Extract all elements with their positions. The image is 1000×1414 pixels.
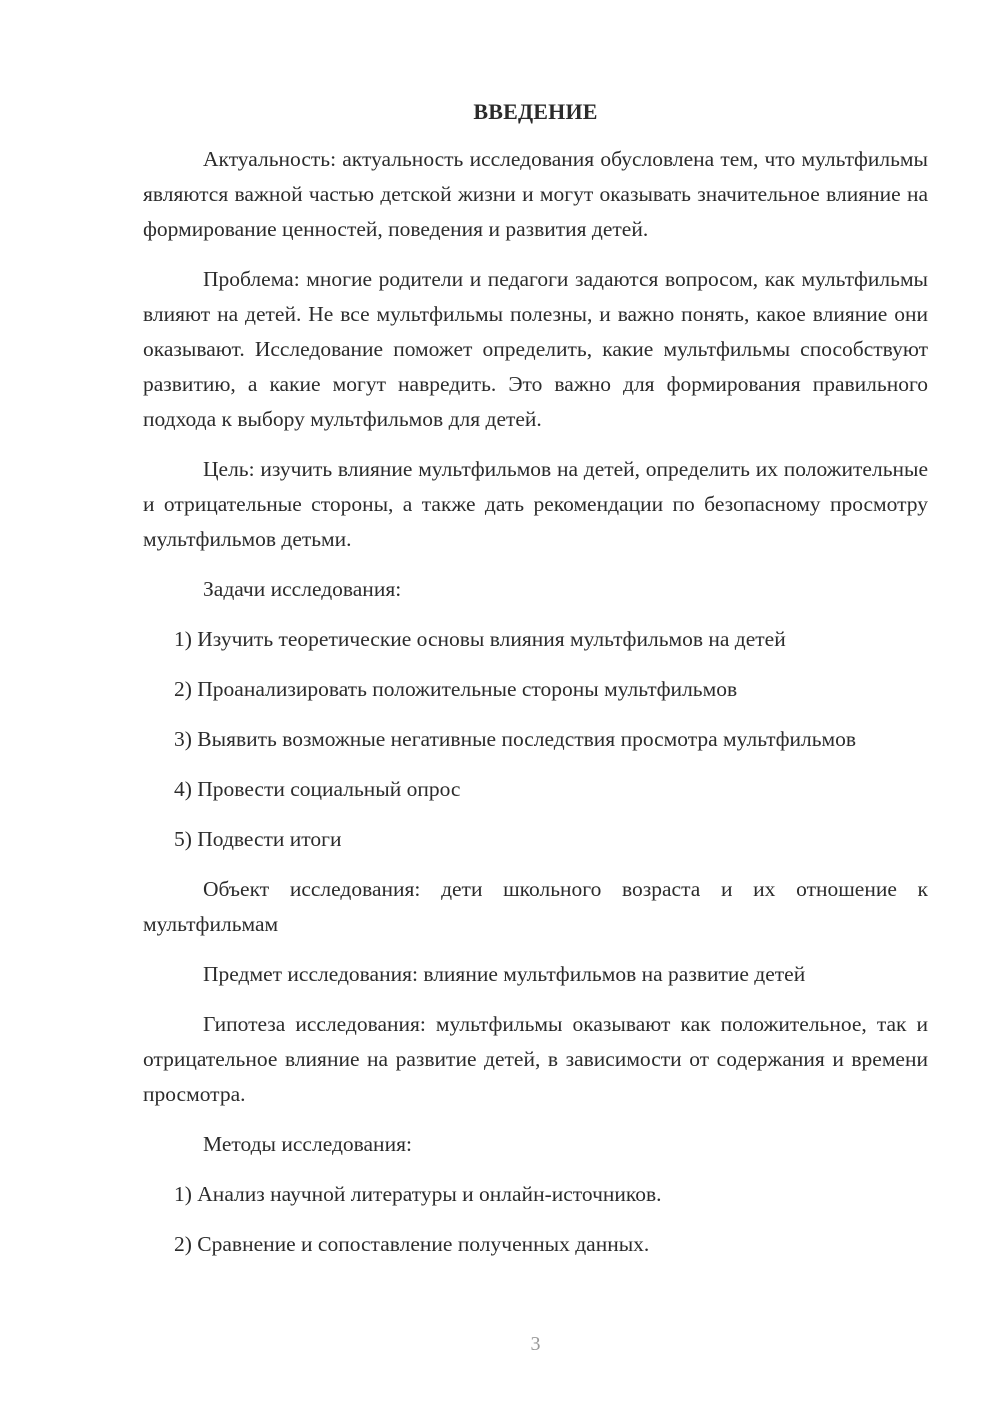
paragraph-methods-heading: Методы исследования:: [203, 1132, 412, 1156]
paragraph-hypothesis: Гипотеза исследования: мультфильмы оказывают как положительное, так и отрицательное влияние на развитие детей, в зависимости от содержания и времени просмотра.: [143, 1012, 928, 1106]
method-item-1: 1) Анализ научной литературы и онлайн-источников.: [174, 1182, 662, 1206]
task-item-2: 2) Проанализировать положительные стороны мультфильмов: [174, 677, 738, 701]
page-title: ВВЕДЕНИЕ: [473, 99, 598, 124]
task-item-1: 1) Изучить теоретические основы влияния мультфильмов на детей: [174, 627, 786, 651]
page-number: 3: [530, 1333, 541, 1355]
paragraph-problem: Проблема: многие родители и педагоги задаются вопросом, как мультфильмы влияют на детей. Не все мультфильмы полезны, и важно понять, какое влияние они оказывают. Исследование поможет определить, какие мультфильмы способствуют развитию, а какие могут навредить. Это важно для формирования правильного подхода к выбору мультфильмов для детей.: [143, 267, 928, 431]
body-text: [143, 142, 928, 1277]
task-item-3: 3) Выявить возможные негативные последствия просмотра мультфильмов: [174, 727, 857, 751]
paragraph-goal: Цель: изучить влияние мультфильмов на детей, определить их положительные и отрицательные стороны, а также дать рекомендации по безопасному просмотру мультфильмов детьми.: [143, 457, 928, 551]
paragraph-subject: Предмет исследования: влияние мультфильмов на развитие детей: [203, 962, 806, 986]
paragraph-relevance: Актуальность: актуальность исследования обусловлена тем, что мультфильмы являются важной частью детской жизни и могут оказывать значительное влияние на формирование ценностей, поведения и развития детей.: [143, 147, 928, 241]
task-item-5: 5) Подвести итоги: [174, 827, 342, 851]
task-item-4: 4) Провести социальный опрос: [174, 777, 461, 801]
document-page: [143, 0, 928, 1414]
paragraph-object: Объект исследования: дети школьного возраста и их отношение к мультфильмам: [143, 877, 928, 936]
method-item-2: 2) Сравнение и сопоставление полученных данных.: [174, 1232, 650, 1256]
paragraph-tasks-heading: Задачи исследования:: [203, 577, 402, 601]
